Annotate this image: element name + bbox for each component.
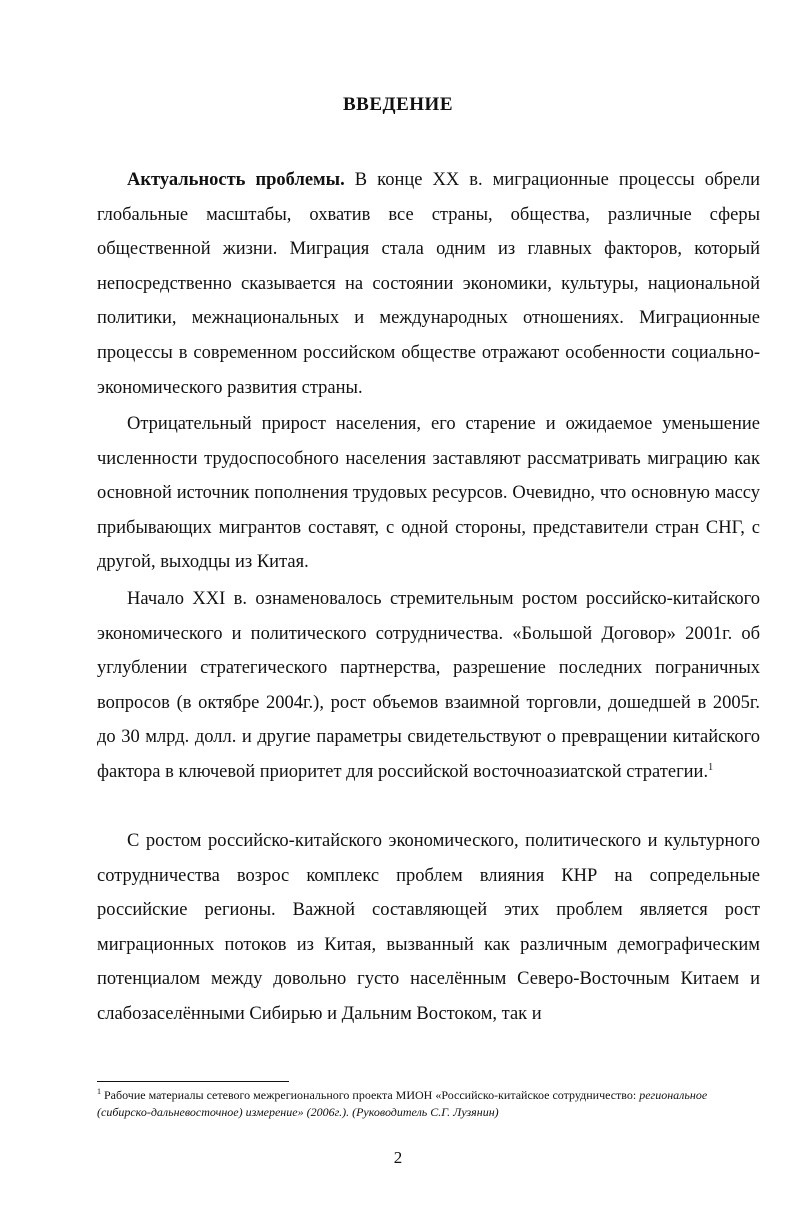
paragraph-text: Начало XXI в. ознаменовалось стремительным ростом российско-китайского экономического и политического сотрудничества. «Большой Договор» 2001г. об углублении стратегического партнерства, разрешение последних пограничных вопросов (в октябре 2004г.), рост объемов взаимной торговли, дошедшей в 2005г. до 30 млрд. долл. и другие параметры свидетельствуют о превращении китайского фактора в ключевой приоритет для российской восточноазиатской стратегии. (97, 589, 760, 782)
footnote-divider (97, 1081, 289, 1082)
footnote (97, 1087, 760, 1121)
footnote-reference[interactable]: 1 (708, 761, 714, 773)
paragraph-relevance (97, 163, 760, 405)
paragraph-text: Отрицательный прирост населения, его старение и ожидаемое уменьшение численности трудоспособного населения заставляют рассматривать миграцию как основной источник пополнения трудовых ресурсов. Очевидно, что основную массу прибывающих мигрантов составят, с одной стороны, представители стран СНГ, с другой, выходцы из Китая. (97, 414, 760, 573)
footnote-italic-text: региональное (сибирско-дальневосточное) измерение» (2006г.). (Руководитель С.Г. Лузянин) (97, 1088, 708, 1119)
paragraph-migration (97, 824, 760, 1032)
paragraph-population (97, 407, 760, 580)
footnote-text: Рабочие материалы сетевого межрегионального проекта МИОН «Российско-китайское сотрудничество: (101, 1088, 640, 1102)
paragraph-text: В конце XX в. миграционные процессы обрели глобальные масштабы, охватив все страны, общества, различные сферы общественной жизни. Миграция стала одним из главных факторов, который непосредственно сказывается на состоянии экономики, культуры, национальной политики, межнациональных и международных отношениях. Миграционные процессы в современном российском обществе отражают особенности социально-экономического развития страны. (97, 170, 760, 398)
paragraph-lead: Актуальность проблемы. (127, 170, 345, 190)
page-number: 2 (393, 1148, 403, 1167)
paragraph-text: С ростом российско-китайского экономического, политического и культурного сотрудничества возрос комплекс проблем влияния КНР на сопредельные российские регионы. Важной составляющей этих проблем является рост миграционных потоков из Китая, вызванный как различным демографическим потенциалом между довольно густо населённым Северо-Восточным Китаем и слабозаселёнными Сибирью и Дальним Востоком, так и (97, 831, 760, 1024)
paragraph-cooperation (97, 582, 760, 790)
footnote-mark: 1 (97, 1087, 101, 1096)
section-title: ВВЕДЕНИЕ (343, 94, 453, 115)
